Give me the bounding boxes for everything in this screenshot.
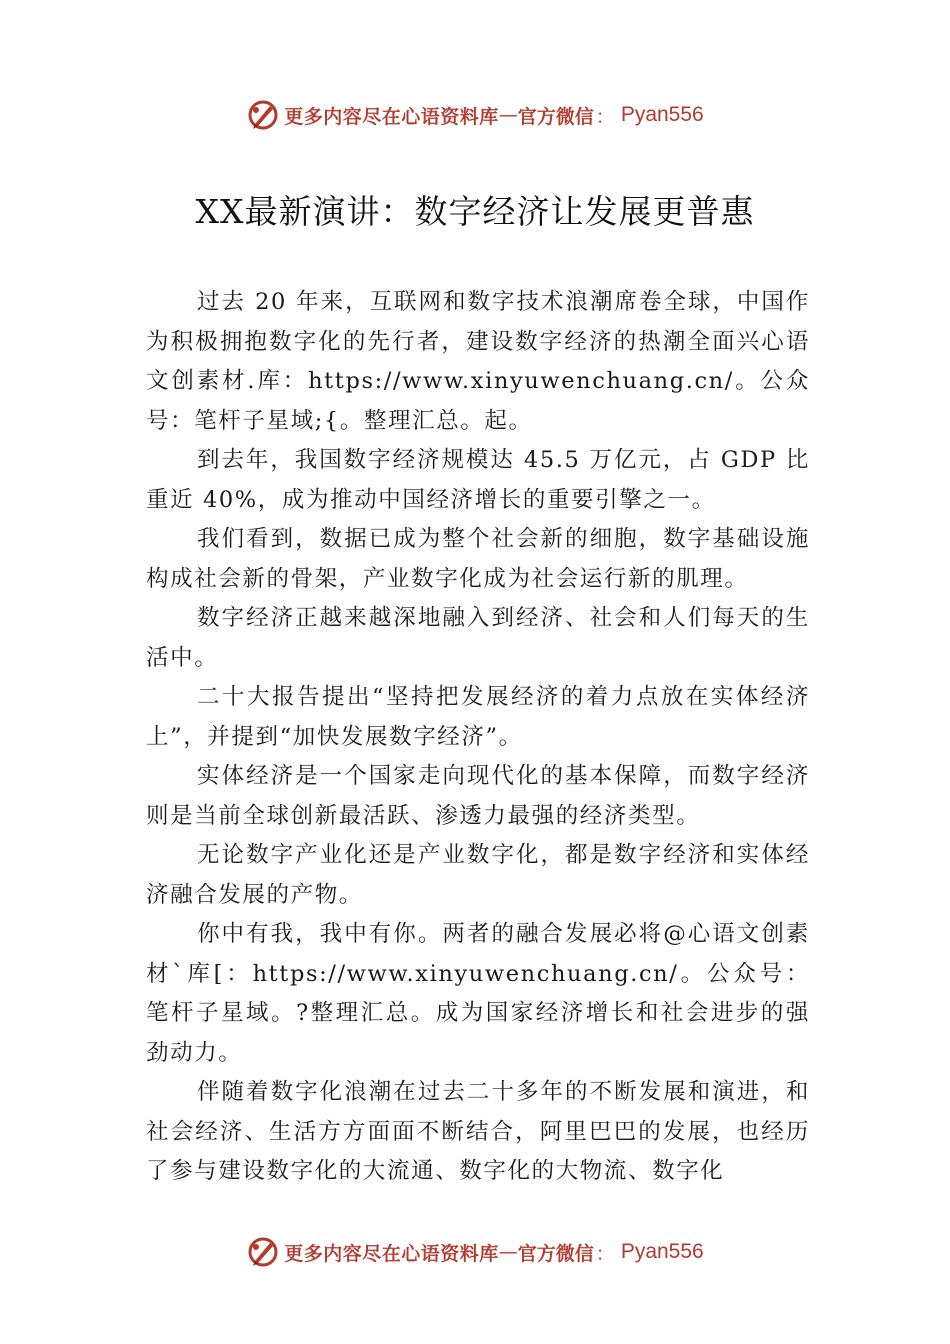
banner-text: 更多内容尽在心语资料库 [284,1242,499,1265]
pen-logo-icon [246,98,280,132]
banner-wechat-label: 官方微信 [517,105,594,128]
banner-text: 更多内容尽在心语资料库 [284,105,499,128]
footer-watermark-banner [0,1230,950,1274]
banner-wechat-id: Pyan556 [620,1240,704,1263]
paragraph: 伴随着数字化浪潮在过去二十多年的不断发展和演进，和社会经济、生活方方面面不断结合，阿里巴巴的发展，也经历了参与建设数字化的大流通、数字化的大物流、数字化 [146,1079,810,1184]
banner-colon: ： [595,105,615,128]
paragraph: 我们看到，数据已成为整个社会新的细胞，数字基础设施构成社会新的骨架，产业数字化成为社会运行新的肌理。 [146,526,810,592]
paragraph: 你中有我，我中有你。两者的融合发展必将@心语文创素材`库[：https://www.xinyuwenchuang.cn/。公众号：笔杆子星域。?整理汇总。成为国家经济增长和社会进步的强劲动力。 [146,921,810,1066]
banner-colon: ： [595,1242,615,1265]
banner-separator: — [498,104,518,126]
document-body [146,283,810,1192]
banner-wechat-label: 官方微信 [517,1242,594,1265]
paragraph: 二十大报告提出“坚持把发展经济的着力点放在实体经济上”，并提到“加快发展数字经济”。 [146,684,810,750]
header-watermark-banner [0,93,950,137]
paragraph: 实体经济是一个国家走向现代化的基本保障，而数字经济则是当前全球创新最活跃、渗透力最强的经济类型。 [146,763,810,829]
banner-separator: — [498,1241,518,1263]
paragraph: 到去年，我国数字经济规模达 45.5 万亿元，占 GDP 比重近 40%，成为推动中国经济增长的重要引擎之一。 [146,447,810,513]
banner-wechat-id: Pyan556 [620,103,704,126]
pen-logo-icon [246,1235,280,1269]
paragraph: 无论数字产业化还是产业数字化，都是数字经济和实体经济融合发展的产物。 [146,842,810,908]
paragraph: 数字经济正越来越深地融入到经济、社会和人们每天的生活中。 [146,605,810,671]
paragraph: 过去 20 年来，互联网和数字技术浪潮席卷全球，中国作为积极拥抱数字化的先行者，建设数字经济的热潮全面兴心语文创素材.库：https://www.xinyuwenchuang.cn/。公众号：笔杆子星域;{。整理汇总。起。 [146,289,810,434]
document-title: XX最新演讲：数字经济让发展更普惠 [195,192,755,231]
